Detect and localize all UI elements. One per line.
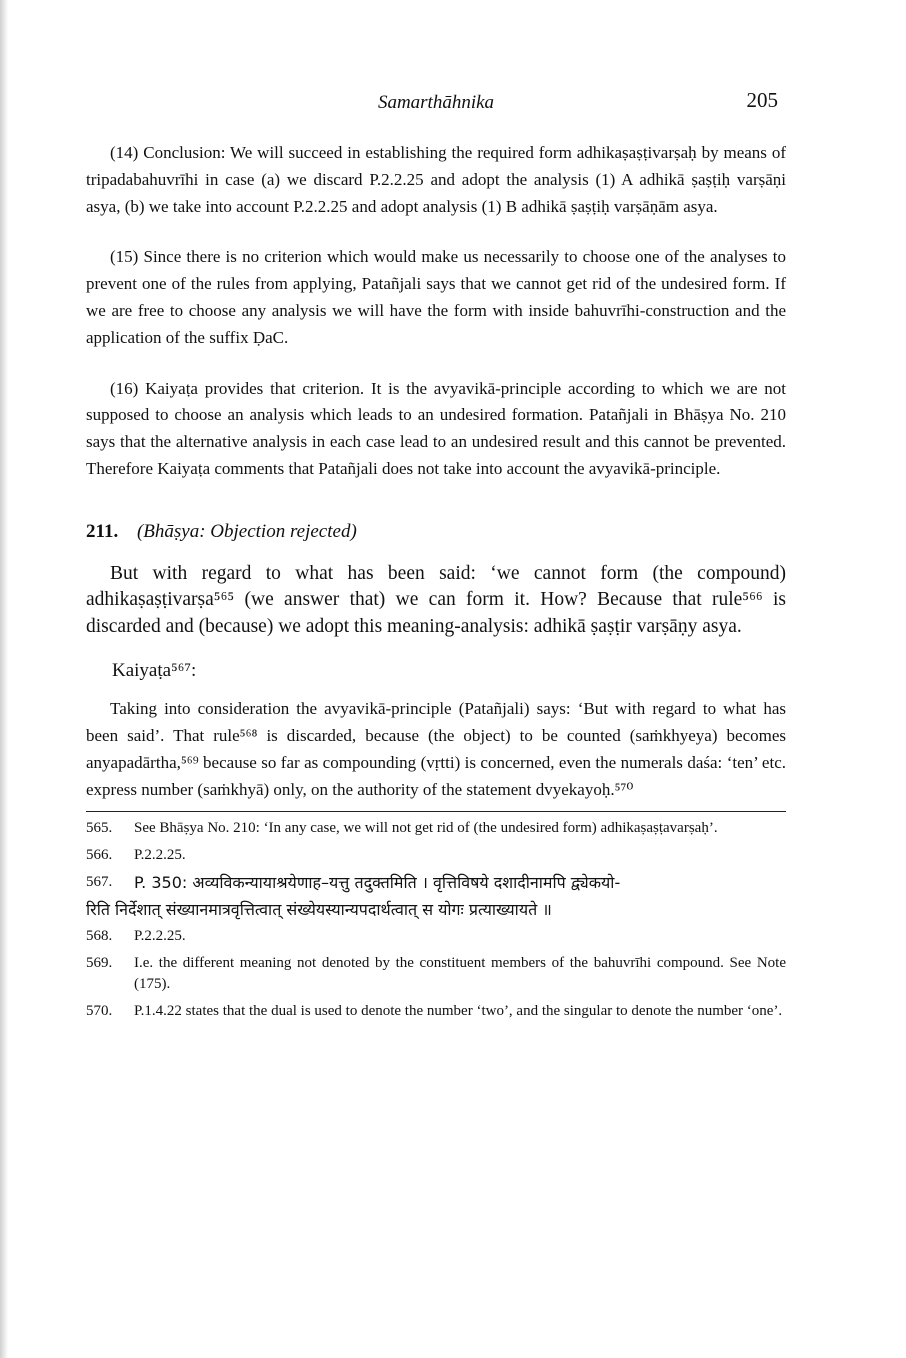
running-title: Samarthāhnika	[377, 92, 495, 113]
paragraph-15: (15) Since there is no criterion which would make us necessarily to choose one of the analyses to prevent one of the rules from applying, Patañjali says that we cannot get rid of the undesired form. If we are free to choose any analysis we will have the form with inside bahuvrīhi-construction and the application of the suffix ḌaC.	[86, 247, 786, 347]
section-heading	[86, 521, 786, 543]
page-number: 205	[746, 88, 778, 112]
section-subtitle: (Bhāṣya: Objection rejected)	[136, 520, 357, 542]
paragraph-16: (16) Kaiyaṭa provides that criterion. It is the avyavikā-principle according to which we are not supposed to choose an analysis which leads to an undesired formation. Patañjali in Bhāṣya No. 210 says that the alternative analysis in each case lead to an undesired result and this cannot be prevented. Therefore Kaiyaṭa comments that Patañjali does not take into account the avyavikā-principle.	[86, 378, 786, 478]
page-header	[86, 88, 786, 118]
kaiyata-label: Kaiyaṭa⁵⁶⁷:	[112, 660, 197, 682]
kaiyata-text: Taking into consideration the avyavikā-principle (Patañjali) says: ‘But with regard to what has been said’. That rule⁵⁶⁸ is discarded, because (the object) to be counted (saṁkhyeya) becomes anyapadārtha,⁵⁶⁹ because so far as compounding (vṛtti) is concerned, even the numerals daśa: ‘ten’ etc. express number (saṁkhyā) only, on the authority of the statement dvyekayoḥ.⁵⁷⁰	[86, 699, 786, 799]
section-number: 211.	[86, 520, 119, 542]
paragraph-14: (14) Conclusion: We will succeed in establishing the required form adhikaṣaṣṭivarṣaḥ by means of tripadabahuvrīhi in case (a) we discard P.2.2.25 and adopt the analysis (1) A adhikā ṣaṣṭiḥ varṣāṇi asya, (b) we take into account P.2.2.25 and adopt analysis (1) B adhikā ṣaṣṭiḥ varṣāṇām asya.	[86, 143, 786, 216]
footnote-rule	[86, 811, 786, 812]
footnote-565: 565. See Bhāṣya No. 210: ‘In any case, we will not get rid of (the undesired form) adhikaṣaṣṭavarṣaḥ’.	[86, 820, 718, 837]
footnote-567-continuation: रिति निर्देशात् संख्यानमात्रवृत्तित्वात् संख्येयस्यान्यपदार्थत्वात् स योगः प्रत्याख्यायते ॥	[86, 900, 552, 920]
footnote-567: 567. P. 350: अव्यविकन्यायाश्रयेणाह–यत्तु तदुक्तमिति । वृत्तिविषये दशादीनामपि द्व्येकयो-	[86, 873, 621, 893]
footnote-569: 569. I.e. the different meaning not denoted by the constituent members of the bahuvrīhi compound. See Note (175).	[86, 955, 786, 993]
footnote-568: 568. P.2.2.25.	[86, 928, 186, 945]
bhashya-text: But with regard to what has been said: ‘we cannot form (the compound) adhikaṣaṣṭivarṣa⁵⁶⁵ (we answer that) we can form it. How? Because that rule⁵⁶⁶ is discarded and (because) we adopt this meaning-analysis: adhikā ṣaṣṭir varṣāṇy asya.	[86, 562, 786, 637]
footnote-570: 570. P.1.4.22 states that the dual is used to denote the number ‘two’, and the singular to denote the number ‘one’.	[86, 1003, 783, 1020]
page	[86, 88, 786, 1022]
scan-edge	[0, 0, 8, 1358]
footnote-566: 566. P.2.2.25.	[86, 847, 186, 864]
